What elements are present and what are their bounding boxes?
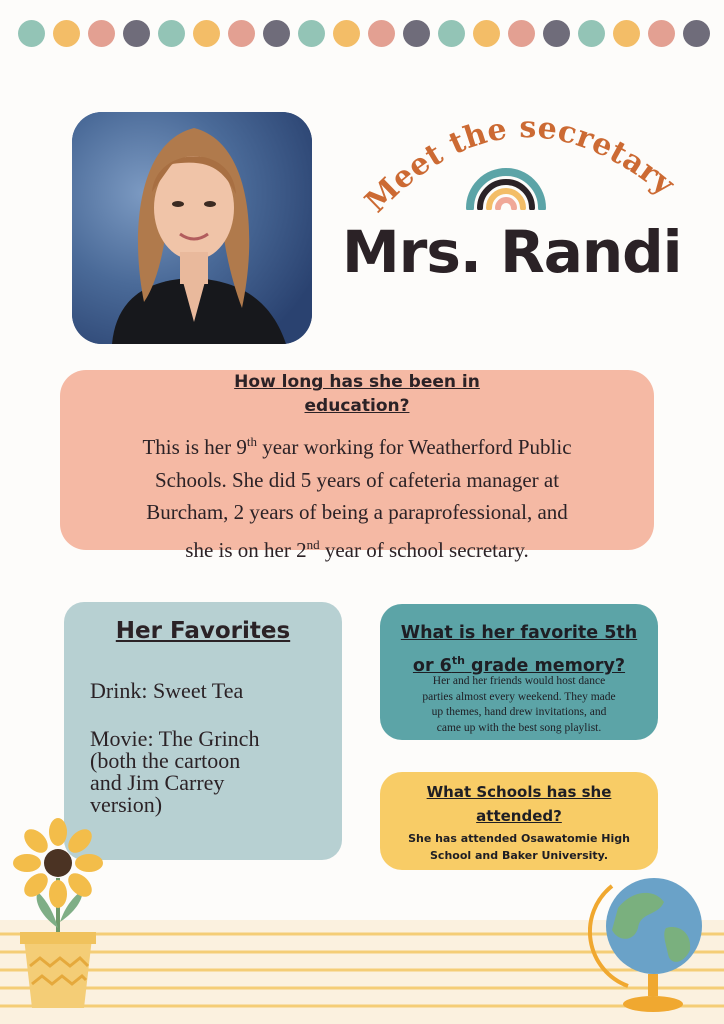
portrait-photo <box>72 112 312 344</box>
border-dot <box>263 20 290 47</box>
memory-answer-line: up themes, hand drew invitations, and <box>431 706 607 718</box>
education-answer-line: Burcham, 2 years of being a paraprofessional, and <box>146 500 568 524</box>
rainbow-icon <box>464 160 548 210</box>
education-card <box>60 370 654 562</box>
border-dot <box>193 20 220 47</box>
border-dot <box>158 20 185 47</box>
schools-answer-line: She has attended Osawatomie High <box>408 832 630 845</box>
memory-card <box>380 604 658 740</box>
border-dot <box>368 20 395 47</box>
schools-card <box>380 772 658 870</box>
favorite-drink: Drink: Sweet Tea <box>90 678 244 703</box>
secretary-name: Mrs. Randi <box>342 218 682 286</box>
memory-question-sup: th <box>451 654 465 667</box>
education-question-line1: How long has she been in <box>234 372 480 392</box>
border-dot <box>473 20 500 47</box>
border-dot <box>683 20 710 47</box>
favorites-heading: Her Favorites <box>115 618 291 644</box>
border-dot <box>648 20 675 47</box>
memory-question-line1: What is her favorite 5th <box>400 623 638 643</box>
schools-question <box>380 780 658 828</box>
education-question-line2: education? <box>304 396 410 416</box>
border-dot <box>578 20 605 47</box>
border-dot <box>123 20 150 47</box>
border-dot <box>333 20 360 47</box>
border-dot <box>403 20 430 47</box>
memory-answer-line: Her and her friends would host dance <box>432 675 606 687</box>
border-dot <box>228 20 255 47</box>
border-dot <box>53 20 80 47</box>
schools-question-line1: What Schools has she <box>426 783 612 801</box>
memory-answer-line: parties almost every weekend. They made <box>422 690 616 703</box>
portrait-illustration <box>72 112 312 344</box>
education-answer-line: she is on her 2nd year of school secretary. <box>185 536 529 562</box>
favorite-movie <box>90 728 330 816</box>
schools-answer-line: School and Baker University. <box>430 849 608 862</box>
favorite-movie-line: Movie: The Grinch <box>90 726 260 751</box>
memory-question-pre: or 6 <box>412 655 452 676</box>
schools-question-line2: attended? <box>476 807 562 825</box>
memory-answer <box>392 674 646 736</box>
favorite-movie-line: (both the cartoon <box>90 748 241 773</box>
border-dot <box>438 20 465 47</box>
border-dot <box>298 20 325 47</box>
education-answer <box>82 426 632 566</box>
title-line: Meet the secretary <box>358 110 682 220</box>
memory-answer-line: came up with the best song playlist. <box>436 721 602 734</box>
favorite-movie-line: version) <box>90 792 163 817</box>
memory-question-post: grade memory? <box>464 655 626 676</box>
memory-question <box>380 620 658 680</box>
favorite-movie-line: and Jim Carrey <box>90 770 225 795</box>
education-answer-line: Schools. She did 5 years of cafeteria manager at <box>154 467 560 492</box>
dots-border <box>18 20 708 48</box>
border-dot <box>18 20 45 47</box>
sunflower-pot-icon <box>8 818 108 1014</box>
border-dot <box>88 20 115 47</box>
border-dot <box>613 20 640 47</box>
border-dot <box>543 20 570 47</box>
globe-icon <box>588 868 712 1014</box>
education-answer-line: This is her 9th year working for Weatherford Public <box>142 434 572 459</box>
schools-answer <box>394 830 644 864</box>
border-dot <box>508 20 535 47</box>
